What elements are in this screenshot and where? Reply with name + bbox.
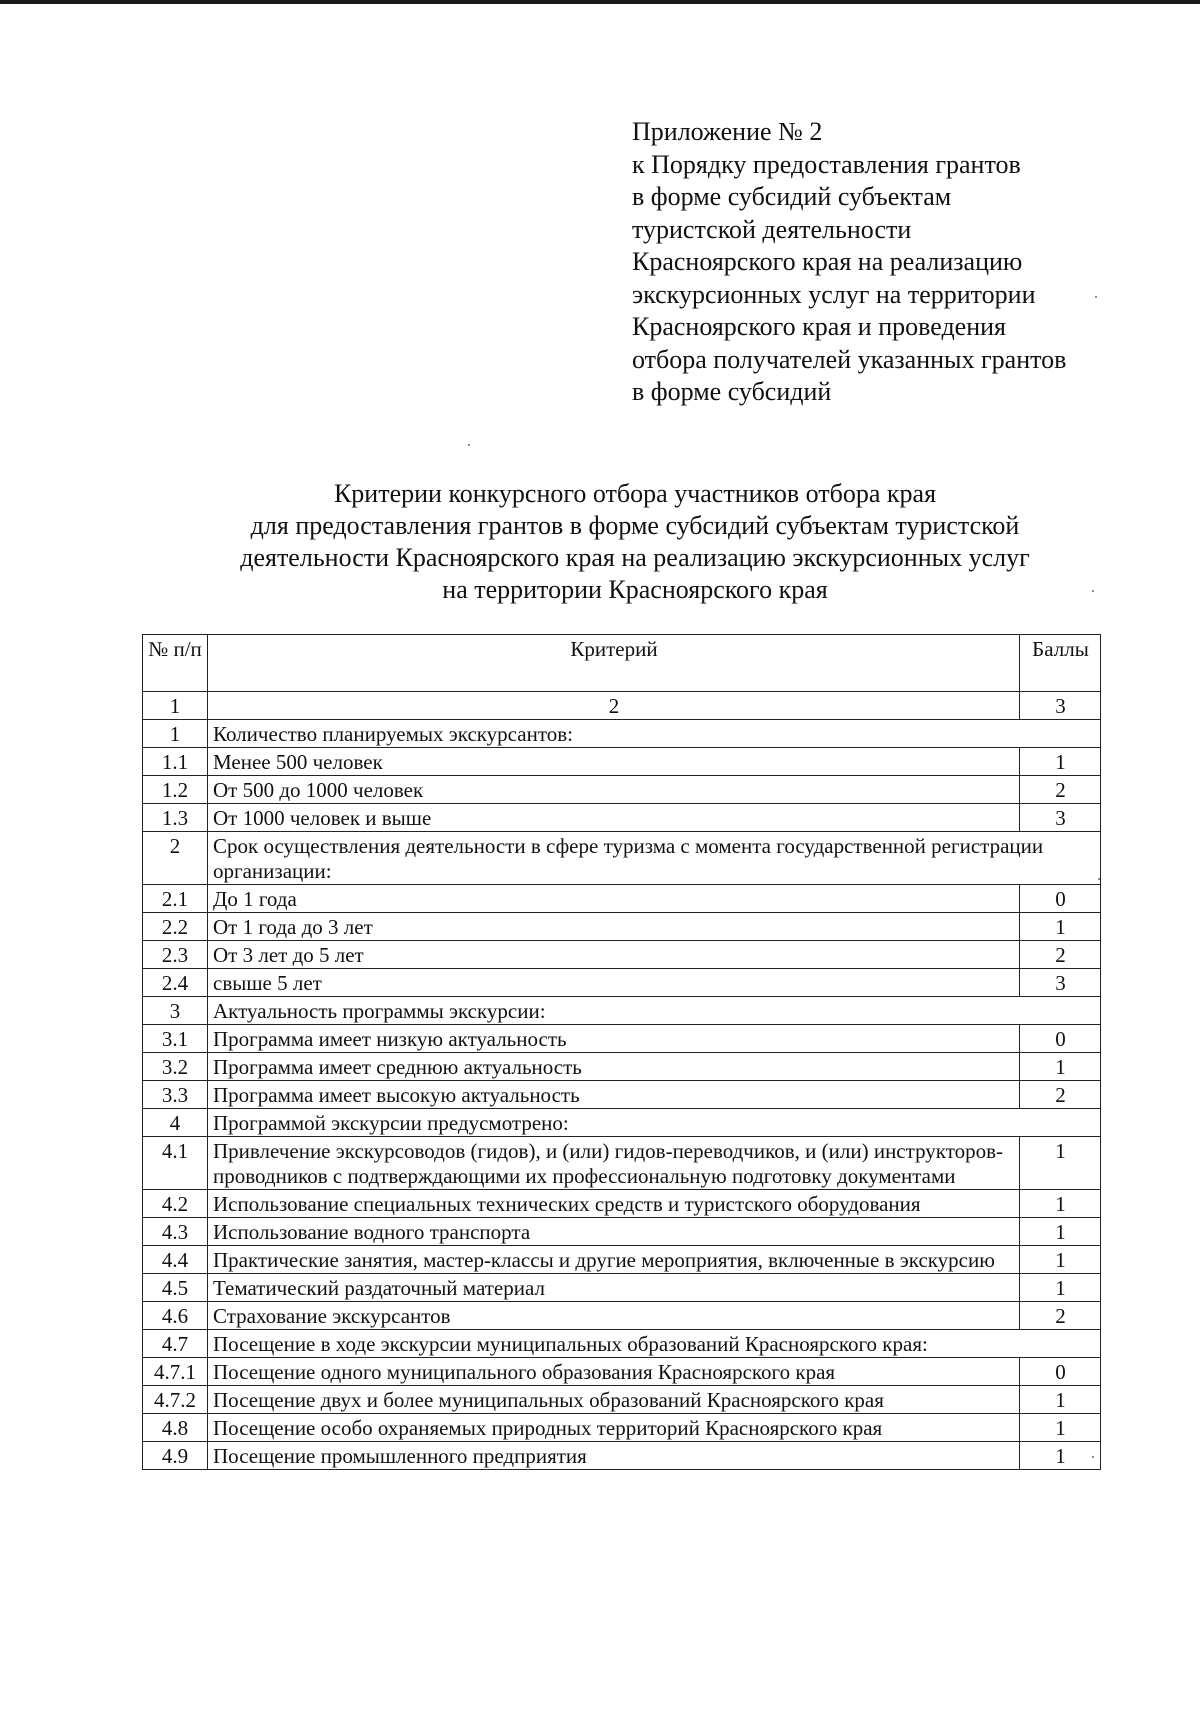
table-row <box>143 1442 1101 1470</box>
table-row <box>143 1025 1101 1053</box>
row-points: 1 <box>1020 1190 1101 1218</box>
table-row <box>143 997 1101 1025</box>
row-number: 3 <box>143 997 208 1025</box>
table-row <box>143 1137 1101 1190</box>
scan-speck <box>1095 296 1097 298</box>
row-number: 1.3 <box>143 804 208 832</box>
row-criterion: Практические занятия, мастер-классы и другие мероприятия, включенные в экскурсию <box>208 1246 1020 1274</box>
row-criterion: свыше 5 лет <box>208 969 1020 997</box>
table-row <box>143 1081 1101 1109</box>
row-number: 4.3 <box>143 1218 208 1246</box>
row-criterion: Использование специальных технических средств и туристского оборудования <box>208 1190 1020 1218</box>
criteria-table <box>142 634 1101 1470</box>
table-row <box>143 1414 1101 1442</box>
table-row <box>143 1218 1101 1246</box>
col-number: 1 <box>143 692 208 720</box>
row-points: 1 <box>1020 1218 1101 1246</box>
col-number: 3 <box>1020 692 1101 720</box>
row-criterion: Менее 500 человек <box>208 748 1020 776</box>
row-points: 1 <box>1020 1137 1101 1190</box>
row-criterion: Программа имеет высокую актуальность <box>208 1081 1020 1109</box>
row-number: 2.1 <box>143 885 208 913</box>
row-criterion: Привлечение экскурсоводов (гидов), и (или) гидов-переводчиков, и (или) инструкторов-проводников с подтверждающими их профессиональную подготовку документами <box>208 1137 1020 1190</box>
title-line: на территории Красноярского края <box>442 575 828 604</box>
table-row <box>143 1330 1101 1358</box>
table-row <box>143 776 1101 804</box>
table-row <box>143 1302 1101 1330</box>
row-points: 2 <box>1020 776 1101 804</box>
row-number: 3.3 <box>143 1081 208 1109</box>
table-row <box>143 941 1101 969</box>
header-num: № п/п <box>143 635 208 692</box>
row-points: 2 <box>1020 1302 1101 1330</box>
table-header-row <box>143 635 1101 692</box>
row-points: 2 <box>1020 941 1101 969</box>
table-row <box>143 748 1101 776</box>
row-points: 0 <box>1020 1358 1101 1386</box>
row-criterion: Посещение промышленного предприятия <box>208 1442 1020 1470</box>
row-criterion: Страхование экскурсантов <box>208 1302 1020 1330</box>
row-criterion: Количество планируемых экскурсантов: <box>208 720 1101 748</box>
appendix-line: Приложение № 2 <box>632 117 823 146</box>
table-row <box>143 720 1101 748</box>
appendix-line: к Порядку предоставления грантов <box>632 149 1021 179</box>
table-row <box>143 832 1101 885</box>
row-points: 2 <box>1020 1081 1101 1109</box>
row-number: 2.4 <box>143 969 208 997</box>
scan-speck <box>1092 590 1094 592</box>
appendix-line: в форме субсидий <box>632 377 832 406</box>
scan-speck <box>468 444 470 446</box>
row-number: 2 <box>143 832 208 885</box>
row-number: 4.7.2 <box>143 1386 208 1414</box>
table-row <box>143 1386 1101 1414</box>
table-row <box>143 885 1101 913</box>
row-criterion: Срок осуществления деятельности в сфере туризма с момента государственной регистрации организации: <box>208 832 1101 885</box>
appendix-line: туристской деятельности <box>632 214 912 244</box>
row-number: 4 <box>143 1109 208 1137</box>
row-criterion: Программой экскурсии предусмотрено: <box>208 1109 1101 1137</box>
scan-speck <box>1098 878 1100 880</box>
title-line: деятельности Красноярского края на реализацию экскурсионных услуг <box>240 543 1030 572</box>
row-points: 1 <box>1020 748 1101 776</box>
row-criterion: Программа имеет среднюю актуальность <box>208 1053 1020 1081</box>
row-number: 4.5 <box>143 1274 208 1302</box>
row-number: 4.4 <box>143 1246 208 1274</box>
row-points: 1 <box>1020 1246 1101 1274</box>
row-number: 4.8 <box>143 1414 208 1442</box>
row-criterion: Посещение двух и более муниципальных образований Красноярского края <box>208 1386 1020 1414</box>
col-number: 2 <box>208 692 1020 720</box>
row-number: 2.3 <box>143 941 208 969</box>
appendix-note <box>632 116 1152 409</box>
row-criterion: Посещение особо охраняемых природных территорий Красноярского края <box>208 1414 1020 1442</box>
row-number: 1.1 <box>143 748 208 776</box>
row-points: 3 <box>1020 804 1101 832</box>
row-number: 2.2 <box>143 913 208 941</box>
table-row <box>143 804 1101 832</box>
row-criterion: От 1 года до 3 лет <box>208 913 1020 941</box>
row-criterion: Программа имеет низкую актуальность <box>208 1025 1020 1053</box>
row-criterion: Актуальность программы экскурсии: <box>208 997 1101 1025</box>
appendix-line: отбора получателей указанных грантов <box>632 344 1067 374</box>
row-points: 0 <box>1020 885 1101 913</box>
table-row <box>143 1358 1101 1386</box>
row-number: 1.2 <box>143 776 208 804</box>
row-number: 1 <box>143 720 208 748</box>
row-points: 1 <box>1020 1274 1101 1302</box>
header-criterion: Критерий <box>208 635 1020 692</box>
row-points: 1 <box>1020 1442 1101 1470</box>
row-criterion: От 500 до 1000 человек <box>208 776 1020 804</box>
table-row <box>143 913 1101 941</box>
row-criterion: От 1000 человек и выше <box>208 804 1020 832</box>
title-line: Критерии конкурсного отбора участников отбора края <box>333 479 937 508</box>
appendix-line: экскурсионных услуг на территории <box>632 279 1036 309</box>
column-number-row <box>143 692 1101 720</box>
row-criterion: От 3 лет до 5 лет <box>208 941 1020 969</box>
row-number: 3.1 <box>143 1025 208 1053</box>
table-row <box>143 1246 1101 1274</box>
row-criterion: Посещение одного муниципального образования Красноярского края <box>208 1358 1020 1386</box>
table-row <box>143 1274 1101 1302</box>
scan-top-edge <box>0 0 1200 4</box>
row-number: 4.7.1 <box>143 1358 208 1386</box>
row-points: 1 <box>1020 1414 1101 1442</box>
row-points: 1 <box>1020 913 1101 941</box>
row-points: 0 <box>1020 1025 1101 1053</box>
table-row <box>143 1190 1101 1218</box>
title-line: для предоставления грантов в форме субсидий субъектам туристской <box>250 511 1020 540</box>
row-number: 4.6 <box>143 1302 208 1330</box>
row-criterion: До 1 года <box>208 885 1020 913</box>
row-points: 1 <box>1020 1386 1101 1414</box>
row-points: 1 <box>1020 1053 1101 1081</box>
row-number: 3.2 <box>143 1053 208 1081</box>
appendix-line: в форме субсидий субъектам <box>632 182 952 211</box>
table-row <box>143 969 1101 997</box>
appendix-line: Красноярского края на реализацию <box>632 247 1023 276</box>
row-criterion: Посещение в ходе экскурсии муниципальных образований Красноярского края: <box>208 1330 1101 1358</box>
header-points: Баллы <box>1020 635 1101 692</box>
row-points: 3 <box>1020 969 1101 997</box>
row-number: 4.1 <box>143 1137 208 1190</box>
row-number: 4.9 <box>143 1442 208 1470</box>
row-criterion: Тематический раздаточный материал <box>208 1274 1020 1302</box>
row-number: 4.2 <box>143 1190 208 1218</box>
row-number: 4.7 <box>143 1330 208 1358</box>
table-row <box>143 1109 1101 1137</box>
appendix-line: Красноярского края и проведения <box>632 312 1007 341</box>
row-criterion: Использование водного транспорта <box>208 1218 1020 1246</box>
table-row <box>143 1053 1101 1081</box>
scan-speck <box>1092 1456 1094 1458</box>
document-title <box>140 478 1130 606</box>
